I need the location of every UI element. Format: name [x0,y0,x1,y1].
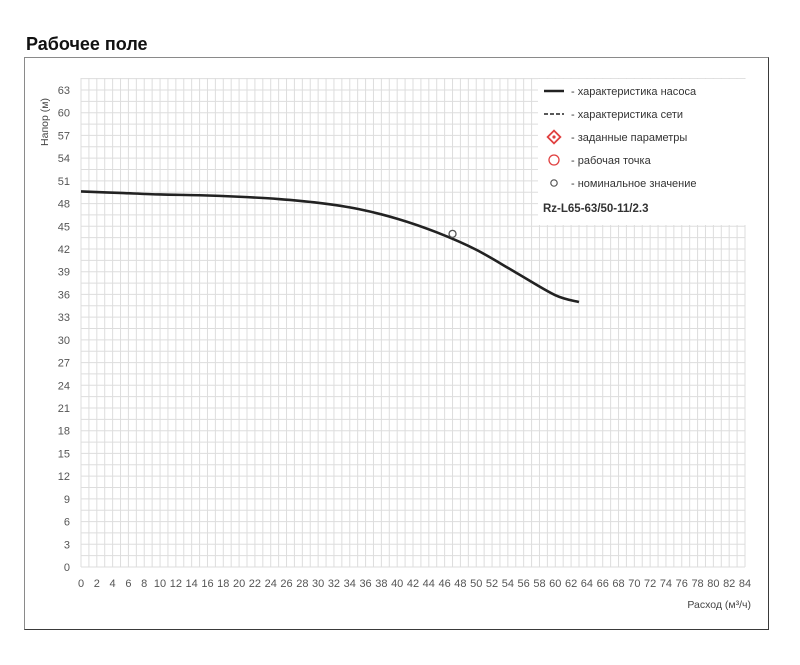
y-tick-label: 15 [57,448,70,461]
y-tick-label: 6 [63,516,70,529]
legend-label: - заданные параметры [571,132,688,144]
x-tick-label: 24 [264,578,277,590]
x-tick-label: 46 [438,578,451,590]
x-tick-label: 32 [327,578,341,590]
y-tick-label: 48 [57,198,70,211]
y-tick-label: 21 [57,403,70,415]
pump-characteristic-line [81,191,579,302]
x-tick-label: 38 [375,578,388,590]
y-tick-label: 0 [63,562,70,574]
y-tick-label: 12 [57,471,70,484]
page-title: Рабочее поле [26,34,148,54]
x-tick-label: 4 [109,578,116,590]
x-tick-label: 28 [296,578,309,590]
x-tick-label: 18 [217,578,230,590]
legend-label: - номинальное значение [571,178,697,190]
x-tick-label: 62 [564,578,578,590]
x-tick-label: 12 [169,578,182,590]
x-tick-label: 8 [141,578,148,590]
y-axis-label: Напор (м) [39,98,51,146]
x-tick-label: 30 [312,578,325,590]
y-tick-label: 51 [57,175,70,188]
x-tick-label: 16 [201,578,214,590]
x-tick-label: 0 [77,578,85,590]
y-tick-label: 3 [63,539,70,552]
legend-item [551,178,697,190]
y-tick-label: 33 [57,312,70,325]
y-tick-label: 24 [57,380,70,393]
x-tick-label: 60 [549,578,562,590]
y-tick-label: 42 [57,244,70,256]
x-tick-label: 64 [580,578,594,590]
x-tick-label: 58 [533,578,546,590]
legend-label: - характеристика сети [571,109,684,121]
x-tick-label: 84 [738,578,752,590]
x-tick-label: 68 [612,578,625,590]
x-tick-label: 54 [501,578,514,590]
x-tick-label: 72 [644,578,657,590]
y-tick-label: 45 [57,221,70,234]
x-tick-label: 26 [280,578,293,590]
x-tick-label: 22 [248,578,262,590]
x-tick-label: 14 [185,578,198,590]
x-tick-label: 48 [454,578,467,590]
x-tick-label: 82 [723,578,736,590]
legend-label: - характеристика насоса [571,86,697,98]
y-tick-label: 36 [57,289,70,302]
y-tick-label: 30 [57,334,70,347]
curve-layer [81,191,579,302]
y-tick-label: 63 [57,85,70,97]
x-tick-label: 44 [422,578,435,590]
x-tick-label: 40 [391,578,404,590]
y-tick-label: 60 [57,107,70,120]
y-tick-label: 9 [63,493,70,506]
x-tick-label: 80 [707,578,720,590]
x-tick-label: 36 [359,578,372,590]
y-tick-label: 39 [57,266,70,279]
x-tick-label: 34 [343,578,356,590]
x-tick-label: 50 [470,578,483,590]
x-tick-label: 20 [232,578,246,590]
x-tick-label: 78 [691,578,704,590]
y-tick-label: 27 [57,357,70,370]
x-tick-label: 76 [675,578,688,590]
model-label: Rz-L65-63/50-11/2.3 [543,203,649,215]
x-tick-label: 74 [659,578,673,590]
x-tick-label: 52 [485,578,499,590]
x-tick-label: 70 [628,578,641,590]
legend-label: - рабочая точка [571,155,651,167]
x-tick-label: 42 [406,578,420,590]
x-tick-label: 56 [517,578,530,590]
y-tick-label: 54 [57,153,70,166]
y-tick-label: 57 [57,130,70,143]
x-tick-label: 6 [125,578,132,590]
y-tick-label: 18 [57,425,70,438]
x-axis-label: Расход (м³/ч) [687,599,751,611]
x-tick-label: 10 [153,578,167,590]
legend-diamond-center-icon [552,135,555,138]
x-tick-label: 66 [596,578,609,590]
x-tick-label: 2 [93,578,100,590]
nominal-point [449,230,456,237]
